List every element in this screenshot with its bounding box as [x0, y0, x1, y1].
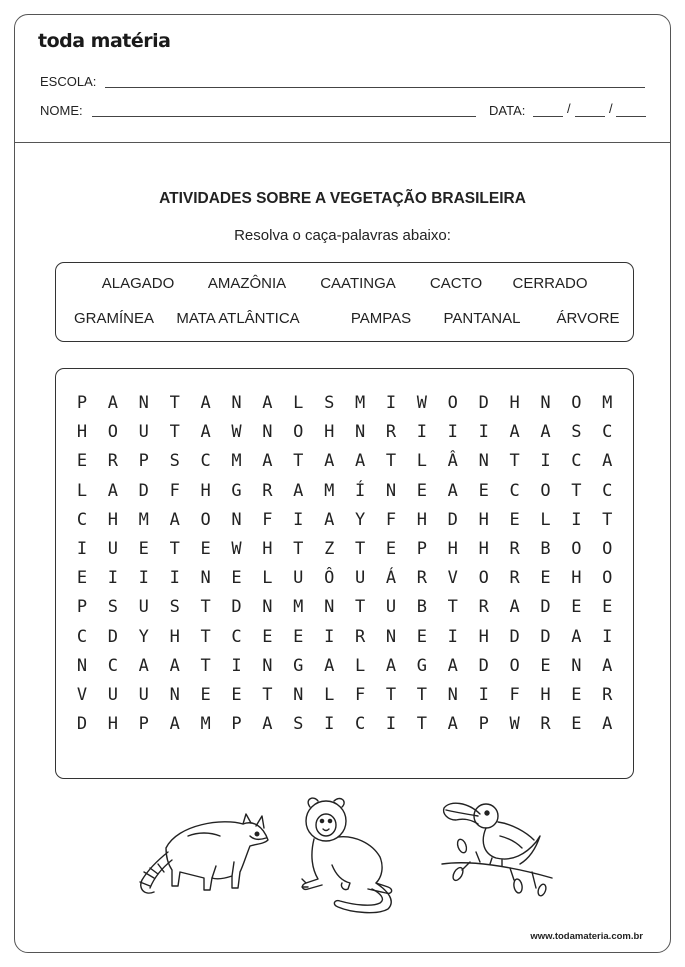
- date-separator: /: [567, 101, 571, 116]
- grid-letter[interactable]: U: [138, 597, 149, 618]
- grid-letter[interactable]: D: [231, 597, 242, 618]
- grid-letter[interactable]: H: [509, 393, 520, 413]
- grid-letter[interactable]: C: [231, 626, 242, 647]
- grid-letter[interactable]: O: [571, 393, 582, 413]
- grid-letter[interactable]: O: [478, 568, 489, 589]
- toucan-illustration: [440, 792, 556, 898]
- grid-letter[interactable]: P: [416, 539, 428, 559]
- grid-letter[interactable]: F: [509, 685, 520, 705]
- grid-letter[interactable]: E: [200, 685, 211, 705]
- grid-letter[interactable]: A: [262, 393, 273, 413]
- grid-letter[interactable]: R: [509, 539, 520, 559]
- grid-letter[interactable]: U: [138, 422, 149, 443]
- grid-letter[interactable]: D: [107, 626, 119, 647]
- grid-letter[interactable]: A: [107, 393, 119, 413]
- grid-letter[interactable]: E: [416, 626, 428, 647]
- grid-letter[interactable]: O: [540, 480, 551, 501]
- grid-letter[interactable]: F: [169, 480, 180, 501]
- grid-letter[interactable]: Y: [354, 509, 366, 530]
- grid-letter[interactable]: C: [107, 655, 119, 676]
- grid-letter[interactable]: P: [478, 714, 489, 735]
- name-label: NOME:: [40, 103, 83, 118]
- grid-letter[interactable]: A: [354, 451, 366, 472]
- grid-letter[interactable]: R: [540, 714, 551, 735]
- grid-letter[interactable]: M: [293, 597, 304, 618]
- header-divider: [14, 142, 671, 143]
- date-separator: /: [609, 101, 613, 116]
- grid-letter[interactable]: G: [293, 655, 304, 676]
- grid-letter[interactable]: A: [262, 451, 273, 472]
- grid-letter[interactable]: N: [76, 655, 88, 676]
- grid-letter[interactable]: H: [416, 509, 428, 530]
- grid-letter[interactable]: H: [169, 626, 180, 647]
- grid-letter[interactable]: H: [324, 422, 335, 443]
- grid-letter[interactable]: A: [602, 451, 613, 472]
- grid-letter[interactable]: N: [262, 597, 273, 618]
- grid-letter[interactable]: T: [169, 539, 180, 559]
- grid-letter[interactable]: W: [416, 393, 428, 413]
- grid-letter[interactable]: A: [200, 422, 211, 443]
- grid-letter[interactable]: A: [138, 655, 149, 676]
- grid-letter[interactable]: W: [509, 714, 520, 735]
- grid-letter[interactable]: E: [571, 597, 582, 618]
- grid-letter[interactable]: M: [231, 451, 242, 472]
- grid-letter[interactable]: G: [416, 655, 428, 676]
- grid-letter[interactable]: N: [447, 685, 458, 705]
- grid-letter[interactable]: N: [200, 568, 211, 589]
- grid-letter[interactable]: L: [354, 655, 366, 676]
- grid-letter[interactable]: O: [602, 568, 613, 589]
- grid-letter[interactable]: F: [262, 509, 273, 530]
- grid-letter[interactable]: C: [602, 480, 613, 501]
- grid-letter[interactable]: T: [416, 685, 428, 705]
- grid-letter[interactable]: R: [509, 568, 520, 589]
- grid-letter[interactable]: T: [385, 451, 397, 472]
- grid-letter[interactable]: U: [138, 685, 149, 705]
- date-year-field[interactable]: [616, 116, 646, 117]
- grid-letter[interactable]: I: [447, 626, 458, 647]
- grid-letter[interactable]: O: [509, 655, 520, 676]
- grid-letter[interactable]: D: [138, 480, 149, 501]
- grid-letter[interactable]: C: [571, 451, 582, 472]
- grid-letter[interactable]: N: [478, 451, 489, 472]
- grid-letter[interactable]: I: [107, 568, 119, 589]
- grid-letter[interactable]: M: [354, 393, 366, 413]
- grid-letter[interactable]: E: [416, 480, 428, 501]
- grid-letter[interactable]: A: [169, 655, 180, 676]
- grid-letter[interactable]: D: [478, 393, 489, 413]
- grid-letter[interactable]: R: [416, 568, 428, 589]
- grid-letter[interactable]: E: [200, 539, 211, 559]
- grid-letter[interactable]: I: [76, 539, 88, 559]
- grid-letter[interactable]: I: [138, 568, 149, 589]
- grid-letter[interactable]: A: [447, 480, 458, 501]
- grid-letter[interactable]: H: [107, 714, 119, 735]
- grid-letter[interactable]: E: [293, 626, 304, 647]
- grid-letter[interactable]: O: [571, 539, 582, 559]
- grid-letter[interactable]: I: [571, 509, 582, 530]
- grid-letter[interactable]: R: [107, 451, 119, 472]
- grid-letter[interactable]: U: [293, 568, 304, 589]
- grid-letter[interactable]: C: [76, 626, 88, 647]
- grid-letter[interactable]: E: [76, 451, 88, 472]
- grid-letter[interactable]: B: [540, 539, 551, 559]
- word-bank-item: CERRADO: [512, 275, 588, 292]
- grid-letter[interactable]: R: [385, 422, 397, 443]
- grid-letter[interactable]: T: [169, 393, 180, 413]
- grid-letter[interactable]: T: [200, 655, 211, 676]
- grid-letter[interactable]: Í: [354, 480, 366, 501]
- word-bank-item: ALAGADO: [101, 275, 175, 292]
- grid-letter[interactable]: H: [478, 509, 489, 530]
- grid-letter[interactable]: N: [571, 655, 582, 676]
- grid-letter[interactable]: I: [324, 714, 335, 735]
- grid-letter[interactable]: Z: [324, 539, 335, 559]
- grid-letter[interactable]: A: [262, 714, 273, 735]
- grid-letter[interactable]: M: [138, 509, 149, 530]
- grid-letter[interactable]: A: [447, 655, 458, 676]
- grid-letter[interactable]: H: [200, 480, 211, 501]
- grid-letter[interactable]: D: [447, 509, 458, 530]
- grid-letter[interactable]: I: [293, 509, 304, 530]
- grid-letter[interactable]: A: [571, 626, 582, 647]
- grid-letter[interactable]: A: [447, 714, 458, 735]
- grid-letter[interactable]: U: [385, 597, 397, 618]
- grid-letter[interactable]: A: [169, 509, 180, 530]
- grid-letter[interactable]: E: [231, 685, 242, 705]
- grid-letter[interactable]: M: [324, 480, 335, 501]
- grid-letter[interactable]: E: [571, 685, 582, 705]
- grid-letter[interactable]: B: [416, 597, 428, 618]
- grid-letter[interactable]: N: [385, 626, 397, 647]
- grid-letter[interactable]: Ô: [324, 568, 335, 589]
- grid-letter[interactable]: N: [262, 422, 273, 443]
- grid-letter[interactable]: N: [324, 597, 335, 618]
- grid-letter[interactable]: E: [385, 539, 397, 559]
- grid-letter[interactable]: E: [540, 655, 551, 676]
- date-month-field[interactable]: [575, 116, 605, 117]
- school-label: ESCOLA:: [40, 74, 97, 89]
- grid-letter[interactable]: H: [540, 685, 551, 705]
- grid-letter[interactable]: T: [293, 451, 304, 472]
- name-field[interactable]: [92, 116, 476, 117]
- grid-letter[interactable]: F: [385, 509, 397, 530]
- date-label: DATA:: [489, 103, 526, 118]
- grid-letter[interactable]: N: [385, 480, 397, 501]
- grid-letter[interactable]: M: [200, 714, 211, 735]
- grid-letter[interactable]: A: [385, 655, 397, 676]
- grid-letter[interactable]: V: [76, 685, 88, 705]
- grid-letter[interactable]: N: [231, 509, 242, 530]
- grid-letter[interactable]: P: [76, 597, 88, 618]
- grid-letter[interactable]: I: [478, 422, 489, 443]
- monkey-illustration: [292, 795, 404, 917]
- grid-letter[interactable]: L: [416, 451, 428, 472]
- grid-letter[interactable]: O: [602, 539, 613, 559]
- grid-letter[interactable]: T: [571, 480, 582, 501]
- grid-letter[interactable]: A: [509, 597, 520, 618]
- grid-letter[interactable]: E: [76, 568, 88, 589]
- grid-letter[interactable]: I: [602, 626, 613, 647]
- grid-letter[interactable]: A: [602, 655, 613, 676]
- grid-letter[interactable]: N: [354, 422, 366, 443]
- coati-illustration: [128, 806, 273, 901]
- grid-letter[interactable]: A: [324, 509, 335, 530]
- grid-letter[interactable]: R: [354, 626, 366, 647]
- grid-letter[interactable]: C: [76, 509, 88, 530]
- grid-letter[interactable]: T: [447, 597, 458, 618]
- grid-letter[interactable]: D: [478, 655, 489, 676]
- grid-letter[interactable]: U: [354, 568, 366, 589]
- grid-letter[interactable]: T: [385, 685, 397, 705]
- grid-letter[interactable]: I: [385, 714, 397, 735]
- grid-letter[interactable]: S: [324, 393, 335, 413]
- grid-letter[interactable]: A: [509, 422, 520, 443]
- grid-letter[interactable]: R: [478, 597, 489, 618]
- grid-letter[interactable]: P: [138, 714, 149, 735]
- grid-letter[interactable]: T: [509, 451, 520, 472]
- grid-letter[interactable]: I: [231, 655, 242, 676]
- grid-letter[interactable]: D: [540, 626, 551, 647]
- grid-letter[interactable]: H: [262, 539, 273, 559]
- grid-letter[interactable]: Á: [385, 568, 397, 589]
- word-bank-item: MATA ATLÂNTICA: [176, 310, 300, 327]
- grid-letter[interactable]: S: [571, 422, 582, 443]
- word-bank-item: GRAMÍNEA: [73, 310, 155, 327]
- grid-letter[interactable]: D: [509, 626, 520, 647]
- grid-letter[interactable]: I: [169, 568, 180, 589]
- grid-letter[interactable]: L: [76, 480, 88, 501]
- grid-letter[interactable]: I: [447, 422, 458, 443]
- grid-letter[interactable]: T: [293, 539, 304, 559]
- grid-letter[interactable]: H: [478, 626, 489, 647]
- grid-letter[interactable]: S: [169, 451, 180, 472]
- grid-letter[interactable]: H: [571, 568, 582, 589]
- grid-letter[interactable]: P: [231, 714, 242, 735]
- grid-letter[interactable]: F: [354, 685, 366, 705]
- grid-letter[interactable]: N: [231, 393, 242, 413]
- grid-letter[interactable]: L: [324, 685, 335, 705]
- grid-letter[interactable]: T: [262, 685, 273, 705]
- grid-letter[interactable]: O: [293, 422, 304, 443]
- grid-letter[interactable]: I: [324, 626, 335, 647]
- grid-letter[interactable]: A: [107, 480, 119, 501]
- grid-letter[interactable]: E: [571, 714, 582, 735]
- grid-letter[interactable]: L: [262, 568, 273, 589]
- grid-letter[interactable]: W: [231, 422, 242, 443]
- grid-letter[interactable]: A: [602, 714, 613, 735]
- grid-letter[interactable]: T: [354, 597, 366, 618]
- grid-letter[interactable]: R: [602, 685, 613, 705]
- grid-letter[interactable]: D: [540, 597, 551, 618]
- footer-url[interactable]: www.todamateria.com.br: [530, 931, 643, 942]
- word-bank-item: CACTO: [429, 275, 483, 292]
- grid-letter[interactable]: U: [107, 685, 119, 705]
- grid-letter[interactable]: N: [293, 685, 304, 705]
- grid-letter[interactable]: I: [540, 451, 551, 472]
- grid-letter[interactable]: T: [416, 714, 428, 735]
- grid-letter[interactable]: I: [416, 422, 428, 443]
- grid-letter[interactable]: H: [478, 539, 489, 559]
- school-field[interactable]: [105, 87, 645, 88]
- grid-letter[interactable]: H: [107, 509, 119, 530]
- grid-letter[interactable]: Y: [138, 626, 149, 647]
- grid-letter[interactable]: P: [76, 393, 88, 413]
- grid-letter[interactable]: C: [602, 422, 613, 443]
- grid-letter[interactable]: C: [354, 714, 366, 735]
- grid-letter[interactable]: C: [200, 451, 211, 472]
- grid-letter[interactable]: E: [602, 597, 613, 618]
- grid-letter[interactable]: P: [138, 451, 149, 472]
- grid-letter[interactable]: T: [354, 539, 366, 559]
- grid-letter[interactable]: I: [385, 393, 397, 413]
- grid-letter[interactable]: E: [478, 480, 489, 501]
- grid-letter[interactable]: L: [293, 393, 304, 413]
- grid-letter[interactable]: S: [169, 597, 180, 618]
- grid-letter[interactable]: E: [540, 568, 551, 589]
- grid-letter[interactable]: N: [262, 655, 273, 676]
- grid-letter[interactable]: G: [231, 480, 242, 501]
- grid-letter[interactable]: H: [76, 422, 88, 443]
- grid-letter[interactable]: E: [231, 568, 242, 589]
- activity-instruction: Resolva o caça-palavras abaixo:: [234, 227, 451, 244]
- word-bank-item: PANTANAL: [443, 310, 521, 327]
- grid-letter[interactable]: T: [200, 626, 211, 647]
- grid-letter[interactable]: R: [262, 480, 273, 501]
- grid-letter[interactable]: O: [200, 509, 211, 530]
- grid-letter[interactable]: T: [200, 597, 211, 618]
- grid-letter[interactable]: N: [138, 393, 149, 413]
- grid-letter[interactable]: S: [107, 597, 119, 618]
- grid-letter[interactable]: H: [447, 539, 458, 559]
- grid-letter[interactable]: D: [76, 714, 88, 735]
- grid-letter[interactable]: N: [540, 393, 551, 413]
- grid-letter[interactable]: L: [540, 509, 551, 530]
- grid-letter[interactable]: E: [509, 509, 520, 530]
- grid-letter[interactable]: Â: [447, 451, 458, 472]
- word-bank-item: ÁRVORE: [556, 310, 620, 327]
- grid-letter[interactable]: T: [602, 509, 613, 530]
- grid-letter[interactable]: E: [138, 539, 149, 559]
- grid-letter[interactable]: M: [602, 393, 613, 413]
- word-bank: [55, 262, 634, 342]
- word-bank-item: CAATINGA: [320, 275, 396, 292]
- grid-letter[interactable]: A: [293, 480, 304, 501]
- grid-letter[interactable]: E: [262, 626, 273, 647]
- grid-letter[interactable]: A: [169, 714, 180, 735]
- grid-letter[interactable]: I: [478, 685, 489, 705]
- word-bank-item: PAMPAS: [350, 310, 412, 327]
- grid-letter[interactable]: N: [169, 685, 180, 705]
- grid-letter[interactable]: A: [540, 422, 551, 443]
- word-search-grid: [55, 368, 634, 779]
- grid-letter[interactable]: W: [231, 539, 242, 559]
- grid-letter[interactable]: A: [324, 451, 335, 472]
- date-day-field[interactable]: [533, 116, 563, 117]
- grid-letter[interactable]: A: [200, 393, 211, 413]
- activity-title: ATIVIDADES SOBRE A VEGETAÇÃO BRASILEIRA: [159, 190, 526, 207]
- grid-letter[interactable]: T: [169, 422, 180, 443]
- grid-letter[interactable]: O: [447, 393, 458, 413]
- grid-letter[interactable]: O: [107, 422, 119, 443]
- grid-letter[interactable]: C: [509, 480, 520, 501]
- grid-letter[interactable]: U: [107, 539, 119, 559]
- grid-letter[interactable]: V: [447, 568, 458, 589]
- grid-letter[interactable]: S: [293, 714, 304, 735]
- word-bank-item: AMAZÔNIA: [207, 275, 287, 292]
- site-logo: toda matéria: [38, 30, 171, 52]
- grid-letter[interactable]: A: [324, 655, 335, 676]
